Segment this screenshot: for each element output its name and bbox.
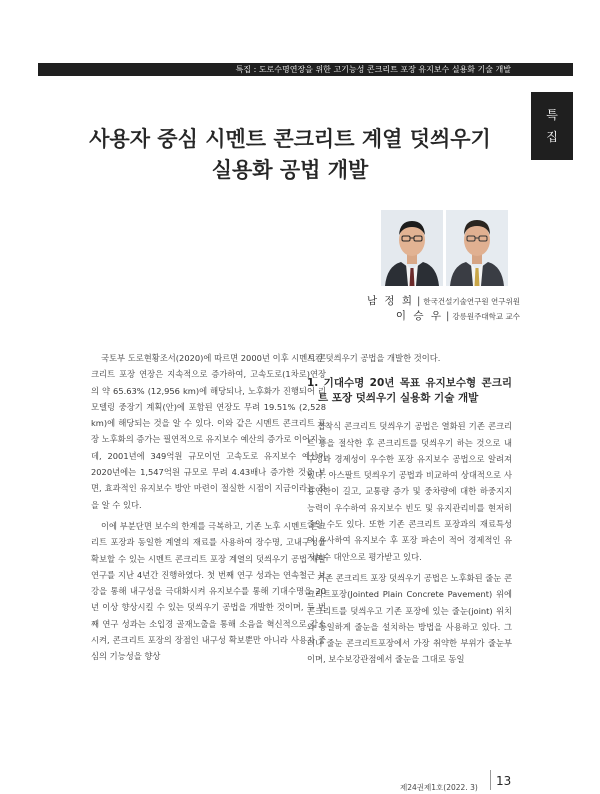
article-title — [40, 124, 540, 186]
author-affiliation: 한국건설기술연구원 연구위원 — [423, 297, 520, 306]
author-1 — [330, 294, 520, 309]
body-paragraph: 이에 부분단면 보수의 한계를 극복하고, 기존 노후 시멘트 콘크리트 포장과 동일한 계열의 재료를 사용하여 장수명, 고내구성을 확보할 수 있는 시멘트 콘크리트 포장 계열의 덧씌우기 공법 개발 연구를 지난 4년간 진행하였다. 첫 번째 연구 성과는 연속철근 보강을 통해 내구성을 극대화시켜 유지보수를 통해 기대수명을 20년 이상 향상시킬 수 있는 덧씌우기 공법을 개발한 것이며, 두 번째 연구 성과는 소입경 골재노출을 통해 소음을 혁신적으로 감소시켜, 콘크리트 포장의 장점인 내구성 확보뿐만 아니라 사용자 중심의 기능성을 향상 — [91, 520, 326, 662]
body-paragraph: 접착식 콘크리트 덧씌우기 공법은 열화된 기존 콘크리트 층을 절삭한 후 콘크리트를 덧씌우기 하는 것으로 내구성과 경제성이 우수한 포장 유지보수 공법으로 알려져 있다. 아스팔트 덧씌우기 공법과 비교하여 상대적으로 사용연한이 길고, 교통량 증가 및 중차량에 대한 하중지지 능력이 우수하여 유지보수 빈도 및 유지관리비를 현저히 줄일 수도 있다. 또한 기존 콘크리트 포장과의 재료특성이 유사하여 유지보수 후 포장 파손이 적어 경제적인 유지보수 대안으로 평가받고 있다. — [307, 421, 512, 562]
footer-divider — [490, 770, 491, 790]
body-paragraph: 기존 콘크리트 포장 덧씌우기 공법은 노후화된 줄눈 콘크리트포장(Jointed Plain Concrete Pavement) 위에 콘크리트를 덧씌우고 기존 포장에 있는 줄눈(joint) 위치와 동일하게 줄눈을 설치하는 방법을 사용하고 있다. 그러나 줄눈 콘크리트포장에서 가장 취약한 부위가 줄눈부이며, 보수보강관점에서 줄눈을 그대로 동일 — [307, 572, 512, 665]
author-name: 이 승 우 — [395, 310, 444, 322]
author-separator: | — [446, 311, 450, 322]
title-line-2: 실용화 공법 개발 — [211, 158, 369, 182]
running-title: 특집 : 도로수명연장을 위한 고기능성 콘크리트 포장 유지보수 실용화 기술 개발 — [235, 65, 511, 74]
side-tab-char-1: 특 — [546, 108, 558, 122]
author-portrait-2 — [446, 210, 508, 286]
section-heading: 1. 기대수명 20년 목표 유지보수형 콘크리트 포장 덧씌우기 실용화 기술 개발 — [307, 377, 512, 405]
title-line-1: 사용자 중심 시멘트 콘크리트 계열 덧씌우기 — [89, 127, 491, 151]
body-column-right — [307, 350, 512, 668]
author-list — [330, 294, 520, 324]
side-tab-char-2: 집 — [546, 130, 558, 144]
body-paragraph: 국토부 도로현황조서(2020)에 따르면 2000년 이후 시멘트 콘크리트 포장 연장은 지속적으로 증가하여, 고속도로(1차로)연장의 약 65.63% (12,956 km)에 해당되나, 노후화가 진행되어 리모델링 중장기 계획(안)에 포함된 연장도 무려 19.51% (2,528 km)에 해당되는 것을 알 수 있다. 이와 같은 시멘트 콘크리트 포장 노후화의 증가는 필연적으로 유지보수 예산의 증가로 이어지는데, 2001년에 349억원 규모이던 고속도로 유지보수 예산이 2020년에는 1,547억원 규모로 무려 4.43배나 증가한 것을 보면, 효과적인 유지보수 방안 마련이 절실한 시점이 지금이라는 것을 알 수 있다. — [91, 353, 326, 510]
issue-info: 제24권제1호(2022. 3) — [400, 783, 478, 792]
author-photo-1 — [381, 210, 443, 286]
author-2 — [330, 309, 520, 324]
running-header-bar — [38, 63, 573, 76]
author-name: 남 정 희 — [366, 295, 415, 307]
body-column-left — [91, 350, 326, 665]
author-portrait-1 — [381, 210, 443, 286]
author-separator: | — [417, 296, 421, 307]
author-affiliation: 강릉원주대학교 교수 — [452, 312, 520, 321]
author-photo-2 — [446, 210, 508, 286]
page-number: 13 — [496, 774, 512, 788]
body-paragraph-continued: 시킨 덧씌우기 공법을 개발한 것이다. — [307, 353, 441, 363]
